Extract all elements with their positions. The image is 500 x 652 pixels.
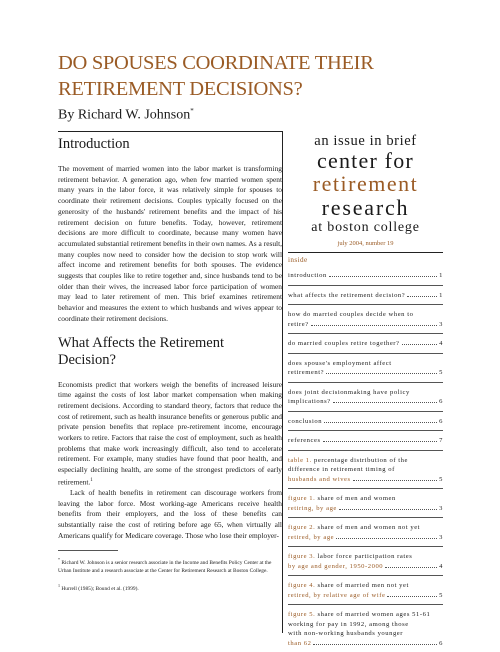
toc-page-number: 5 bbox=[439, 591, 443, 599]
toc-item[interactable] bbox=[288, 286, 443, 306]
toc-item-text: retirement? bbox=[288, 369, 325, 376]
toc-item-text: by age and gender, 1950-2000 bbox=[288, 562, 384, 570]
toc-item-text: husbands and wives bbox=[288, 475, 351, 483]
inside-label: inside bbox=[288, 256, 308, 264]
masthead-research: research bbox=[321, 195, 410, 220]
toc-page-number: 3 bbox=[439, 320, 443, 328]
masthead-rule bbox=[288, 252, 443, 253]
column-divider bbox=[282, 131, 283, 633]
footnote-ref-1: 1 bbox=[90, 477, 93, 483]
toc-item-text: labor force participation rates bbox=[317, 553, 413, 560]
toc-item-label: figure 1. bbox=[288, 495, 316, 502]
footnote-1-mark: 1 bbox=[58, 582, 60, 588]
toc-item-text: implications? bbox=[288, 398, 331, 405]
toc-leader-dots bbox=[333, 402, 437, 403]
toc-page-number: 6 bbox=[439, 398, 443, 405]
toc-item-text: share of men and women not yet bbox=[317, 524, 421, 531]
toc-item-label: figure 4. bbox=[288, 582, 316, 589]
toc-item-text: share of married men not yet bbox=[317, 582, 409, 589]
toc-item-text: retiring, by age bbox=[288, 504, 337, 512]
toc-item-text: conclusion bbox=[288, 417, 323, 425]
toc-item-text: introduction bbox=[288, 272, 327, 279]
toc-page-number: 5 bbox=[439, 369, 443, 376]
footnote-1-text: Hurrell (1985); Bound et al. (1999). bbox=[61, 585, 139, 592]
toc-leader-dots bbox=[323, 441, 438, 442]
author-name: By Richard W. Johnson bbox=[58, 107, 191, 123]
toc-item-line bbox=[288, 610, 443, 629]
section-paragraph-1-text: Economists predict that workers weigh the benefits of increased leisure time against the costs of lost labor market compensation when making retirement decisions. According to standard theory, factors that reduce the cost of retirement, such as health insurance benefits or generous public and private pension benefits that replace pre-retirement income, encourage workers to retire. Factors that raise the cost of employment, such as health problems that make work increasingly difficult, also tend to accelerate retirement. For example, many studies have found that poor health, and especially declining health, are some of the strongest predictors of early retirement. bbox=[58, 379, 282, 487]
toc-item-label: figure 3. bbox=[288, 553, 316, 560]
footnote-rule bbox=[58, 550, 118, 551]
toc-item-final-line bbox=[288, 271, 443, 281]
toc-leader-dots bbox=[339, 509, 437, 510]
toc-item[interactable] bbox=[288, 334, 443, 354]
toc-item[interactable] bbox=[288, 518, 443, 547]
toc-item-final-line bbox=[288, 562, 443, 572]
toc-item-line bbox=[288, 581, 443, 591]
toc-item-line bbox=[288, 552, 443, 562]
section-paragraph-1 bbox=[58, 380, 282, 489]
masthead-center-for: center for bbox=[317, 148, 414, 173]
introduction-heading: Introduction bbox=[58, 136, 130, 152]
toc-item[interactable] bbox=[288, 383, 443, 412]
toc-item-text: do married couples retire together? bbox=[288, 340, 400, 347]
toc-page-number: 1 bbox=[439, 291, 443, 299]
toc-item-label: table 1. bbox=[288, 456, 312, 464]
section-paragraph-2: Lack of health benefits in retirement can discourage workers from leaving the labor force. Most working-age Americans receive health benefits from their employers, and the loss of these benefits can substantially raise the cost of retiring before age 65, when virtually all Americans qualify for Medicare coverage. Those who lose their employer- bbox=[58, 488, 282, 540]
author-byline bbox=[58, 107, 194, 124]
toc-item-line bbox=[288, 523, 443, 533]
toc-page-number: 5 bbox=[439, 475, 443, 483]
masthead-issue-line: an issue in brief bbox=[314, 133, 417, 149]
toc-item[interactable] bbox=[288, 264, 443, 286]
toc-leader-dots bbox=[407, 296, 437, 297]
toc-item[interactable] bbox=[288, 547, 443, 576]
sidebar bbox=[288, 131, 443, 652]
toc-item-final-line bbox=[288, 504, 443, 514]
toc-item-text: retire? bbox=[288, 320, 309, 328]
toc-item-line bbox=[288, 388, 443, 398]
toc-item[interactable] bbox=[288, 451, 443, 490]
toc-item-line bbox=[288, 359, 443, 369]
toc-item-text: percentage distribution of the bbox=[314, 456, 408, 464]
toc-item[interactable] bbox=[288, 354, 443, 383]
toc-page-number: 3 bbox=[439, 504, 443, 512]
footnote-1 bbox=[58, 582, 282, 593]
toc-item[interactable] bbox=[288, 605, 443, 652]
toc-page-number: 6 bbox=[439, 639, 443, 647]
toc-item[interactable] bbox=[288, 412, 443, 432]
masthead-at-boston-college: at boston college bbox=[311, 220, 420, 235]
footnote-author-text: Richard W. Johnson is a senior research associate in the Income and Benefits Policy Center at the Urban Institute and a research associate at the Center for Retirement Research at Boston College. bbox=[58, 559, 272, 574]
toc-page-number: 4 bbox=[439, 562, 443, 570]
toc-item-line bbox=[288, 310, 443, 320]
toc-item-final-line bbox=[288, 475, 443, 485]
toc-leader-dots bbox=[313, 644, 437, 645]
toc-item-text: does joint decisionmaking have policy bbox=[288, 388, 410, 396]
toc-leader-dots bbox=[402, 344, 438, 345]
section-heading-retirement-decision: What Affects the Retirement Decision? bbox=[58, 334, 225, 368]
toc-item-line bbox=[288, 629, 443, 639]
toc-item-text: how do married couples decide when to bbox=[288, 311, 414, 318]
toc-item[interactable] bbox=[288, 489, 443, 518]
toc-item-line bbox=[288, 456, 443, 466]
toc-leader-dots bbox=[385, 567, 437, 568]
toc-item-text: retired, by age bbox=[288, 533, 335, 541]
toc-page-number: 1 bbox=[439, 272, 443, 279]
top-rule bbox=[58, 131, 282, 132]
toc-item-final-line bbox=[288, 533, 443, 543]
toc-item-final-line bbox=[288, 591, 443, 601]
toc-item-label: figure 5. bbox=[288, 611, 316, 618]
toc-page-number: 7 bbox=[439, 437, 443, 444]
toc-item-text: retired, by relative age of wife bbox=[288, 591, 386, 599]
toc-item-text: does spouse's employment affect bbox=[288, 359, 392, 367]
toc-item-text: difference in retirement timing of bbox=[288, 466, 395, 473]
toc-item-final-line bbox=[288, 397, 443, 407]
toc-item-text: with non-working husbands younger bbox=[288, 630, 404, 637]
toc-item-text: references bbox=[288, 437, 321, 444]
toc-item-final-line bbox=[288, 291, 443, 301]
toc-leader-dots bbox=[324, 422, 437, 423]
toc-leader-dots bbox=[387, 596, 437, 597]
toc-item[interactable] bbox=[288, 305, 443, 334]
toc-item[interactable] bbox=[288, 576, 443, 605]
main-column bbox=[58, 131, 282, 631]
toc-leader-dots bbox=[329, 276, 437, 277]
toc-item[interactable] bbox=[288, 431, 443, 451]
issue-date: july 2004, number 19 bbox=[337, 240, 394, 247]
toc-item-final-line bbox=[288, 436, 443, 446]
table-of-contents bbox=[288, 264, 443, 652]
toc-item-final-line bbox=[288, 320, 443, 330]
toc-item-final-line bbox=[288, 339, 443, 349]
toc-item-line bbox=[288, 465, 443, 475]
footnote-author-mark: * bbox=[58, 556, 60, 562]
toc-leader-dots bbox=[326, 373, 437, 374]
toc-page-number: 3 bbox=[439, 533, 443, 541]
toc-item-label: figure 2. bbox=[288, 524, 316, 531]
introduction-paragraph: The movement of married women into the labor market is transforming retirement behavior. A generation ago, when few married women spent many years in the labor force, it was relatively simple for spouses to coordinate their retirement decisions. Couples typically focused on the generosity of the husbands' retirement benefits and the impact of his retirement decision on future benefits. Today, however, retirement decisions are more difficult to coordinate, because many women have accumulated substantial retirement benefits in their own names. As a result, many couples now need to consider how the decision to stop work will affect income and retirement benefits for both spouses. The evidence suggests that couples like to retire together and, since husbands tend to be older than their wives, the increased labor force participation of women may lead to later retirement of men. This brief examines retirement behavior and measures the extent to which husbands and wives appear to coordinate their retirement decisions. bbox=[58, 164, 282, 323]
toc-leader-dots bbox=[336, 538, 437, 539]
masthead-retirement: retirement bbox=[312, 171, 419, 196]
toc-item-text: than 62 bbox=[288, 639, 312, 647]
toc-item-text: share of men and women bbox=[317, 495, 396, 502]
toc-item-text: share of married women ages 51-61 working for pay in 1992, among those bbox=[288, 611, 431, 628]
toc-leader-dots bbox=[353, 480, 437, 481]
author-footnote-mark: * bbox=[190, 107, 194, 115]
toc-page-number: 6 bbox=[439, 417, 443, 425]
footnote-author bbox=[58, 556, 282, 575]
toc-item-final-line bbox=[288, 368, 443, 378]
toc-page-number: 4 bbox=[439, 340, 443, 347]
toc-item-text: what affects the retirement decision? bbox=[288, 291, 406, 299]
toc-leader-dots bbox=[311, 325, 437, 326]
toc-item-final-line bbox=[288, 417, 443, 427]
page-title: DO SPOUSES COORDINATE THEIR RETIREMENT DECISIONS? bbox=[58, 52, 374, 100]
toc-item-line bbox=[288, 494, 443, 504]
